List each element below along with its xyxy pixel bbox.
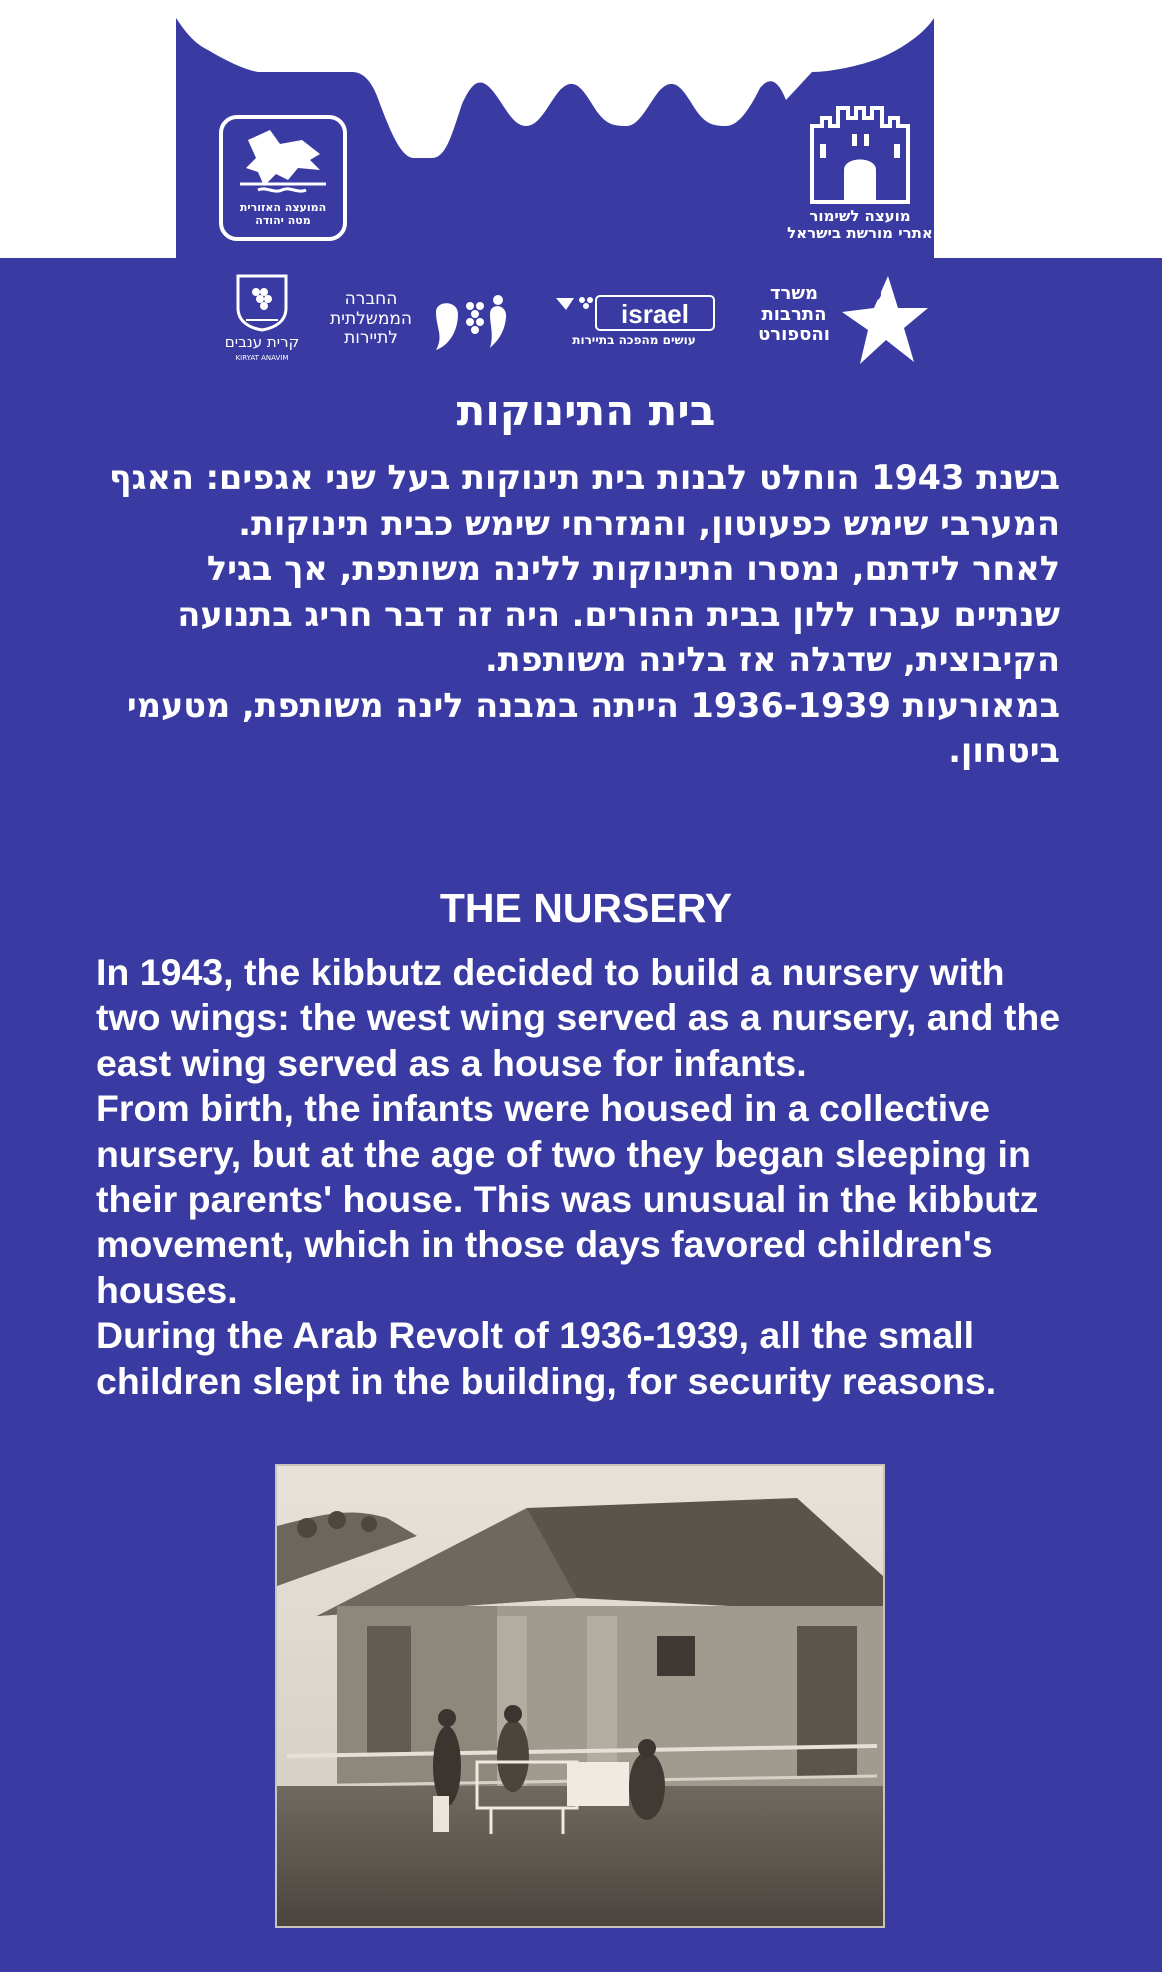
caption-line: משרד bbox=[769, 283, 819, 304]
historic-photo bbox=[277, 1466, 883, 1926]
english-paragraph: From birth, the infants were housed in a collective nursery, but at the age of two they began sleeping in their parents' house. This was unusual in the kibbutz movement, which in those days favored children's houses. bbox=[96, 1087, 1039, 1311]
hebrew-title: בית התינוקות bbox=[456, 386, 716, 435]
kiryat-anavim-shield-icon bbox=[234, 272, 290, 332]
caption-line: הממשלתית bbox=[329, 308, 413, 329]
caption-line: המועצה האזורית bbox=[239, 201, 327, 214]
culture-ministry-star-icon bbox=[840, 274, 930, 366]
hebrew-body bbox=[92, 455, 1060, 774]
tourism-company-caption bbox=[316, 290, 426, 349]
caption-line: והספורט bbox=[758, 324, 830, 346]
regional-council-logo bbox=[218, 114, 348, 242]
kiryat-anavim-caption-en: KIRYAT ANAVIM bbox=[235, 354, 289, 362]
caption-line: מטה יהודה bbox=[255, 213, 311, 227]
historic-nursery-photo-icon bbox=[277, 1466, 883, 1926]
regional-council-caption bbox=[218, 202, 348, 227]
israel-wordmark: israel bbox=[621, 299, 689, 329]
caption-line: החברה bbox=[344, 289, 398, 309]
israel-tourism-icon bbox=[552, 290, 716, 334]
caption-line: לתיירות bbox=[344, 328, 398, 349]
heritage-council-logo bbox=[780, 104, 940, 252]
english-body bbox=[96, 950, 1076, 1404]
english-paragraph: During the Arab Revolt of 1936-1939, all the small children slept in the building, for security reasons. bbox=[96, 1314, 997, 1402]
israel-tourism-tagline: עושים מהפכה בתיירות bbox=[572, 333, 696, 347]
caption-line: אתרי מורשת בישראל bbox=[787, 224, 933, 243]
kiryat-anavim-logo bbox=[222, 272, 302, 372]
culture-ministry-caption bbox=[752, 284, 836, 346]
hebrew-paragraph: בשנת 1943 הוחלט לבנות בית תינוקות בעל שני אגפים: האגף המערבי שימש כפעוטון, והמזרחי שימש כבית תינוקות. bbox=[109, 458, 1060, 543]
caption-line: מועצה לשימור bbox=[809, 207, 911, 225]
culture-ministry-logo bbox=[752, 272, 930, 368]
heritage-council-caption bbox=[780, 208, 940, 243]
tourism-company-icon bbox=[430, 292, 510, 354]
english-paragraph: In 1943, the kibbutz decided to build a nursery with two wings: the west wing served as a nursery, and the east wing served as a house for infants. bbox=[96, 951, 1061, 1084]
israel-tourism-logo bbox=[544, 284, 724, 352]
caption-line: התרבות bbox=[761, 303, 827, 325]
hebrew-paragraph: לאחר לידתם, נמסרו התינוקות ללינה משותפת, אך בגיל שנתיים עברו ללון בבית ההורים. היה זה דבר חריג בתנועה הקיבוצית, שדגלה אז בלינה משותפת. bbox=[177, 549, 1060, 679]
tourism-company-logo bbox=[316, 290, 516, 356]
english-title: THE NURSERY bbox=[439, 885, 733, 931]
heritage-tower-icon bbox=[808, 104, 912, 204]
hebrew-paragraph: במאורעות 1936-1939 הייתה במבנה לינה משותפת, מטעמי ביטחון. bbox=[126, 685, 1060, 770]
kiryat-anavim-caption: קרית ענבים bbox=[224, 333, 300, 351]
